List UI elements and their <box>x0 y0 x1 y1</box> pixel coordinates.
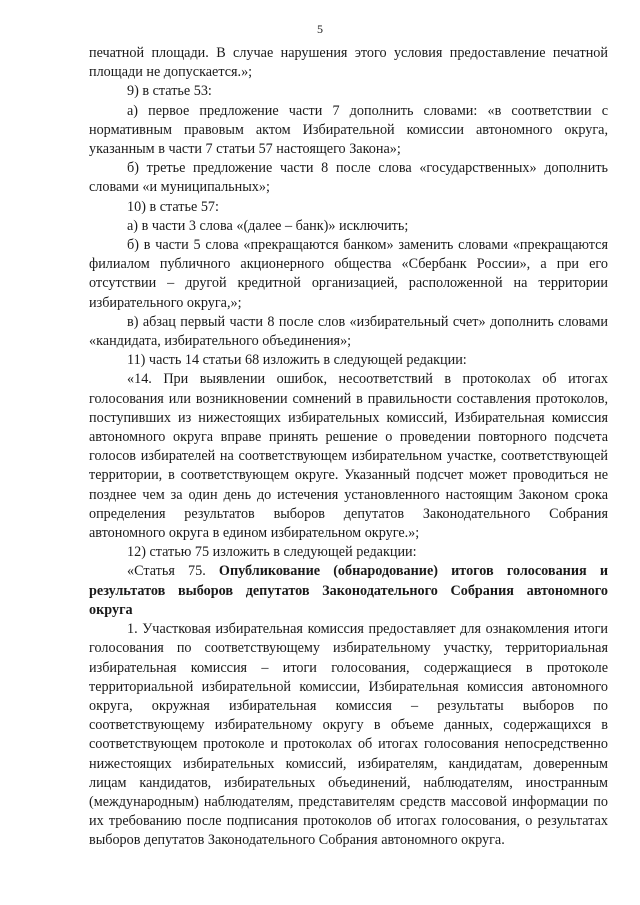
paragraph: печатной площади. В случае нарушения этого условия предоставление печатной площади не допускается.»; <box>89 45 608 81</box>
paragraph: 1. Участковая избирательная комиссия предоставляет для ознакомления итоги голосования по соответствующему избирательному участку, территориальная избирательная комиссия – итоги голосования, содержащиеся в протоколе территориальной избирательной комиссии, Избирательная комиссия автономного округа, окружная избирательная комиссия – результаты выборов по соответствующему избирательному округу в объеме данных, содержащихся в соответствующем протоколе и протоколах об итогах голосования непосредственно нижестоящих избирательных комиссий, избирателям, кандидатам, доверенным лицам кандидатов, избирательных объединений, наблюдателям, иностранным (международным) наблюдателям, представителям средств массовой информации по их требованию после подписания протоколов об итогах голосования, о результатах выборов депутатов Законодательного Собрания автономного округа. <box>89 621 608 849</box>
page-number: 5 <box>317 22 323 36</box>
paragraph: 9) в статье 53: <box>127 83 212 100</box>
paragraph: а) в части 3 слова «(далее – банк)» исключить; <box>127 217 409 234</box>
paragraph: б) третье предложение части 8 после слова «государственных» дополнить словами «и муниципальных»; <box>89 160 608 196</box>
paragraph: 11) часть 14 статьи 68 изложить в следующей редакции: <box>127 352 467 369</box>
paragraph: а) первое предложение части 7 дополнить словами: «в соответствии с нормативным правовым актом Избирательной комиссии автономного округа, указанным в части 7 статьи 57 настоящего Закона»; <box>89 102 608 158</box>
document-body <box>89 44 608 851</box>
article-heading-prefix: «Статья 75. <box>127 563 206 580</box>
article-heading-title: Опубликование (обнародование) итогов голосования и результатов выборов депутатов Законодательного Собрания автономного округа <box>89 563 609 618</box>
paragraph: «14. При выявлении ошибок, несоответствий в протоколах об итогах голосования или возникновении сомнений в правильности составления протоколов, поступивших из нижестоящих избирательных комиссий, Избирательная комиссия автономного округа вправе принять решение о проведении повторного подсчета голосов избирателей на соответствующем избирательном участке, соответствующей территории, в соответствующем округе. Указанный подсчет может проводиться не позднее чем за один день до истечения установленного настоящим Законом срока определения результатов выборов депутатов Законодательного Собрания автономного округа в едином избирательном округе.»; <box>89 371 608 542</box>
paragraph: б) в части 5 слова «прекращаются банком» заменить словами «прекращаются филиалом публичного акционерного общества «Сбербанк России», а при его отсутствии – другой кредитной организацией, расположенной на территории избирательного округа,»; <box>89 237 608 311</box>
paragraph: 12) статью 75 изложить в следующей редакции: <box>127 544 417 561</box>
article-heading <box>89 562 608 620</box>
paragraph: 10) в статье 57: <box>127 198 219 215</box>
paragraph: в) абзац первый части 8 после слов «избирательный счет» дополнить словами «кандидата, избирательного объединения»; <box>89 313 608 350</box>
